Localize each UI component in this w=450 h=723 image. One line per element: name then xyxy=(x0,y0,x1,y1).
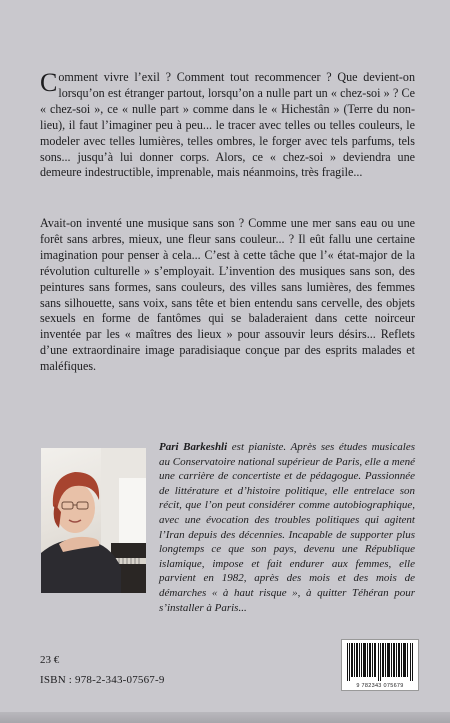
synopsis-paragraph-2: Avait-on inventé une musique sans son ? Comme une mer sans eau ou une forêt sans arbres, mieux, une fleur sans couleur... ? Il eût fallu une certaine imagination pour penser à cela... C’est à cette tâche que l’« état-major de la révolution culturelle » s’employait. L’invention des musiques sans son, des peintures sans formes, sans couleurs, des villes sans lumières, des femmes sans silhouette, sans voix, sans tête et bien entendu sans cervelle, des objets sexuels en forme de fantômes qui se baladeraient dans cette noirceur inventée par les « maîtres des lieux » pour assouvir leurs désirs... Reflets d’une extraordinaire image paradisiaque conçue par des esprits malades et maléfiques. xyxy=(40,216,415,374)
author-name: Pari Barkeshli xyxy=(159,441,228,453)
price: 23 € xyxy=(40,654,60,666)
author-bio xyxy=(159,440,415,615)
author-portrait-image xyxy=(41,448,146,593)
synopsis-paragraph-1 xyxy=(40,70,415,181)
barcode-bars-icon xyxy=(342,640,418,682)
drop-cap: C xyxy=(40,68,58,97)
barcode xyxy=(341,639,419,691)
barcode-number: 9 782343 075679 xyxy=(356,683,404,689)
author-photo xyxy=(41,448,146,593)
bottom-edge xyxy=(0,712,450,723)
isbn: ISBN : 978-2-343-07567-9 xyxy=(40,674,165,686)
synopsis-paragraph-1-text: omment vivre l’exil ? Comment tout recommencer ? Que devient-on lorsqu’on est étranger partout, lorsqu’on a nulle part un « chez-soi » ? Ce « chez-soi », ce « nulle part » comme dans le « Hichestân » (Terre du non-lieu), il faut l’imaginer peu à peu... le tracer avec telles ou telles couleurs, le modeler avec telles lumières, telles ombres, le forger avec tels parfums, tels sons... jusqu’à lui donner corps. Alors, ce « chez-soi » deviendra une demeure indestructible, imprenable, mais néanmoins, très fragile... xyxy=(40,70,415,180)
author-bio-text: est pianiste. Après ses études musicales au Conservatoire national supérieur de Paris, elle a mené une carrière de concertiste et de pédagogue. Passionnée de littérature et d’histoire politique, elle entrelace son récit, que l’on peut considérer comme autobiographique, avec une évocation des troubles politiques qui agitent l’Iran depuis des décennies. Incapable de supporter plus longtemps ce que son pays, devenu une République islamique, impose et fait endurer aux femmes, elle parvient en 1982, après des mois et des mois de démarches « à haut risque », à quitter Téhéran pour s’installer à Paris... xyxy=(159,441,415,614)
